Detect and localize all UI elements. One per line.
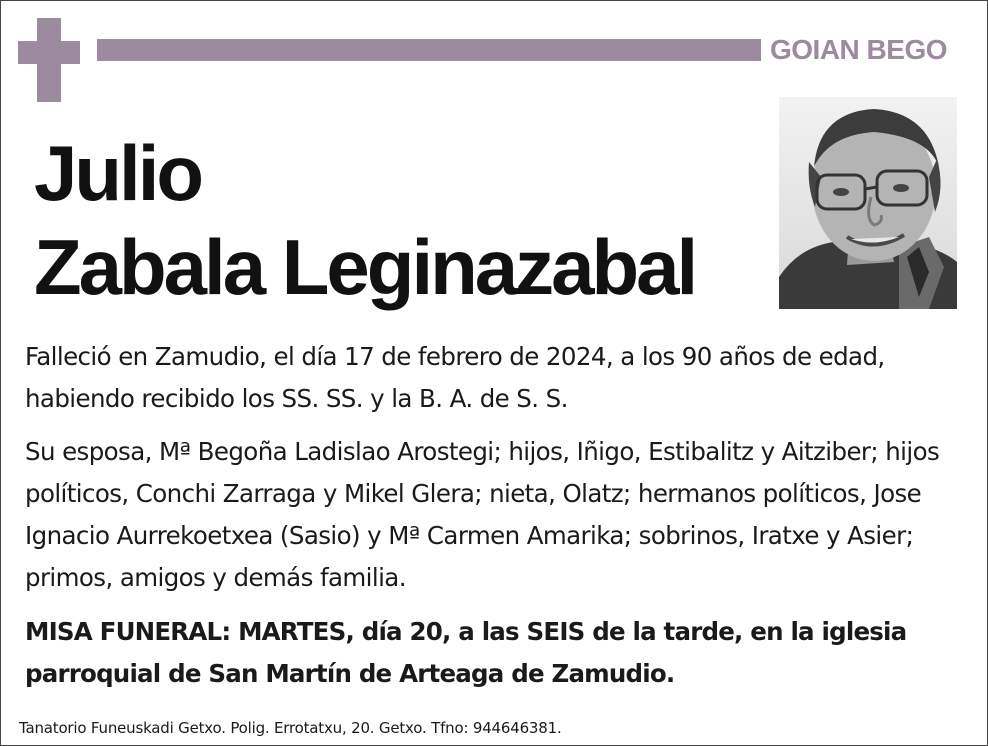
deceased-last-name: Zabala Leginazabal (34, 223, 696, 311)
cross-icon (18, 18, 80, 102)
death-notice-paragraph: Falleció en Zamudio, el día 17 de febrero de 2024, a los 90 años de edad, habiendo recibido los SS. SS. y la B. A. de S. S. (25, 342, 885, 413)
funeral-paragraph: MISA FUNERAL: MARTES, día 20, a las SEIS de la tarde, en la iglesia parroquial de San Martín de Arteaga de Zamudio. (25, 617, 907, 688)
funeral-home-footer: Tanatorio Funeuskadi Getxo. Polig. Errotatxu, 20. Getxo. Tfno: 944646381. (19, 719, 562, 737)
header-bar (97, 39, 761, 61)
portrait-photo (779, 97, 957, 309)
brand-label: GOIAN BEGO (770, 34, 948, 65)
family-paragraph: Su esposa, Mª Begoña Ladislao Arostegi; hijos, Iñigo, Estibalitz y Aitziber; hijos políticos, Conchi Zarraga y Mikel Glera; nieta, Olatz; hermanos políticos, Jose Ignacio Aurrekoetxea (Sasio) y Mª Carmen Amarika; sobrinos, Iratxe y Asier; primos, amigos y demás familia. (25, 437, 940, 592)
deceased-first-name: Julio (34, 129, 202, 217)
